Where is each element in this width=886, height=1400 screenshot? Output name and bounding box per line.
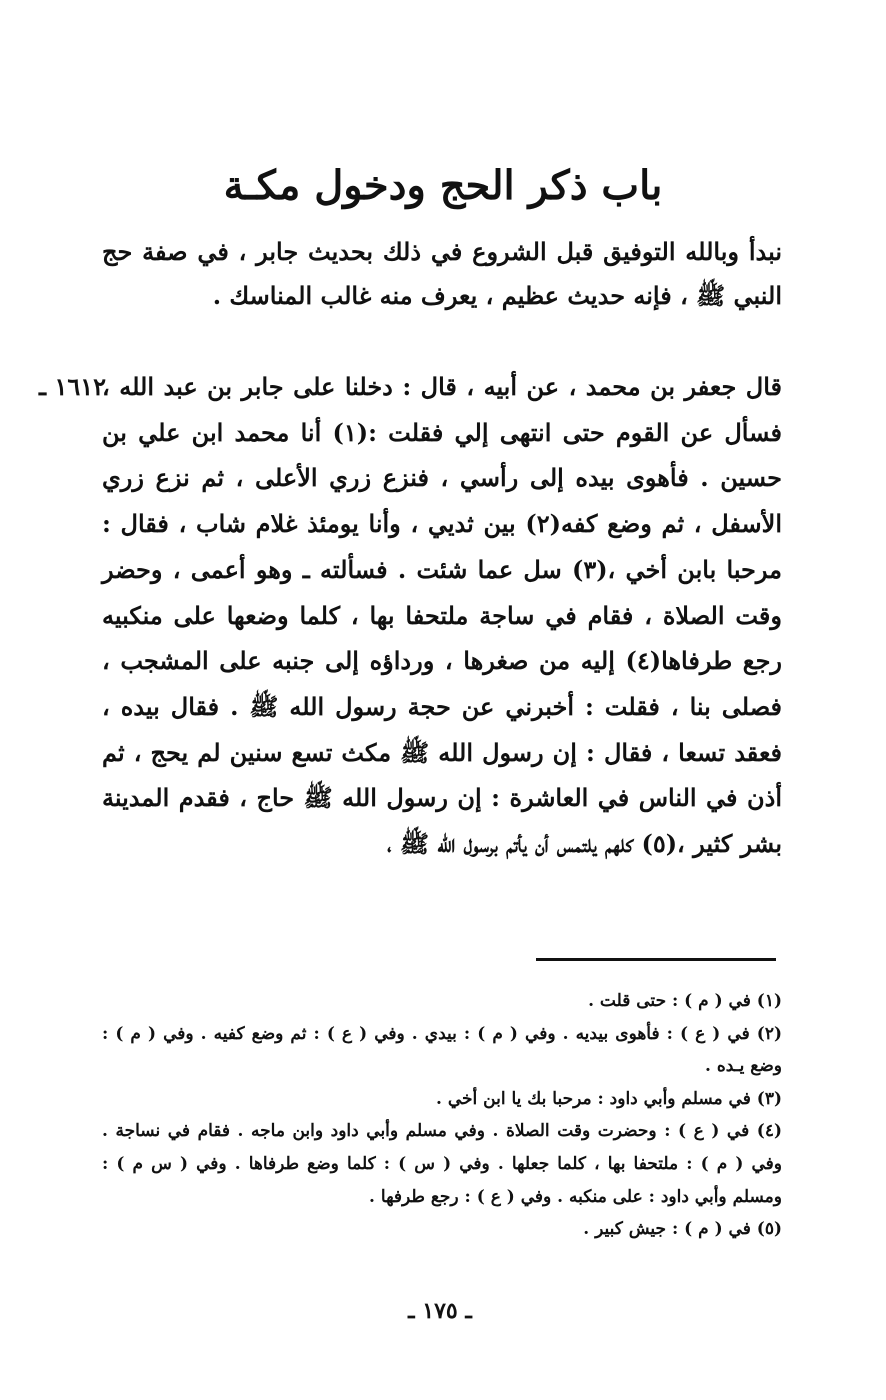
footnotes-list [102,985,782,1246]
footnote-1: (١) في ( م ) : حتى قلت . [588,991,782,1011]
footnote-3: (٣) في مسلم وأبي داود : مرحبا بك يا ابن أخي . [435,1088,782,1109]
footnote-2: (٢) في ( ع ) : فأهوى بيديه . وفي ( م ) : بيدي . وفي ( ع ) : ثم وضع كفيه . وفي ( م ) : وضع يـده . [102,1023,782,1077]
hadith-number: ١٦١٢ ـ [39,372,106,401]
chapter-intro: نبدأ وبالله التوفيق قبل الشروع في ذلك بحديث جابر ، في صفة حج النبي ﷺ ، فإنه حديث عظيم ، يعرف منه غالب المناسك . [102,237,782,310]
footnote-5: (٥) في ( م ) : جيش كبير . [583,1219,782,1240]
hadith-text: قال جعفر بن محمد ، عن أبيه ، قال : دخلنا على جابر بن عبد الله ، فسأل عن القوم حتى انتهى إلي فقلت :(١) أنا محمد ابن علي بن حسين . فأهوى بيده إلى رأسي ، فنزع زري الأعلى ، ثم نزع زري الأسفل ، ثم وضع كفه(٢) بين ثديي ، وأنا يومئذ غلام شاب ، فقال : مرحبا بابن أخي ،(٣) سل عما شئت . فسألته ـ وهو أعمى ، وحضر وقت الصلاة ، فقام في ساجة ملتحفا بها ، كلما وضعها على منكبيه رجع طرفاها(٤) إليه من صغرها ، ورداؤه إلى جنبه على المشجب ، فصلى بنا ، فقلت : أخبرني عن حجة رسول الله ﷺ . فقال بيده ، فعقد تسعا ، فقال : إن رسول الله ﷺ مكث تسع سنين لم يحج ، ثم أذن في الناس في العاشرة : إن رسول الله ﷺ حاج ، فقدم المدينة بشر كثير ،(٥) كلهم يلتمس أن يأتم برسول الله ﷺ ، [102,372,783,859]
footnote-4: (٤) في ( ع ) : وحضرت وقت الصلاة . وفي مسلم وأبي داود وابن ماجه . فقام في نساجة . وفي ( م ) : ملتحفا بها ، كلما جعلها . وفي ( س ) : كلما وضع طرفاها . وفي ( س م ) : ومسلم وأبي داود : على منكبه . وفي ( ع ) : رجع طرفها . [102,1121,782,1207]
page-number: ـ ١٧٥ ـ [408,1298,472,1324]
chapter-title: باب ذكر الحج ودخول مكـة [223,162,663,209]
footnote-separator [536,958,776,961]
